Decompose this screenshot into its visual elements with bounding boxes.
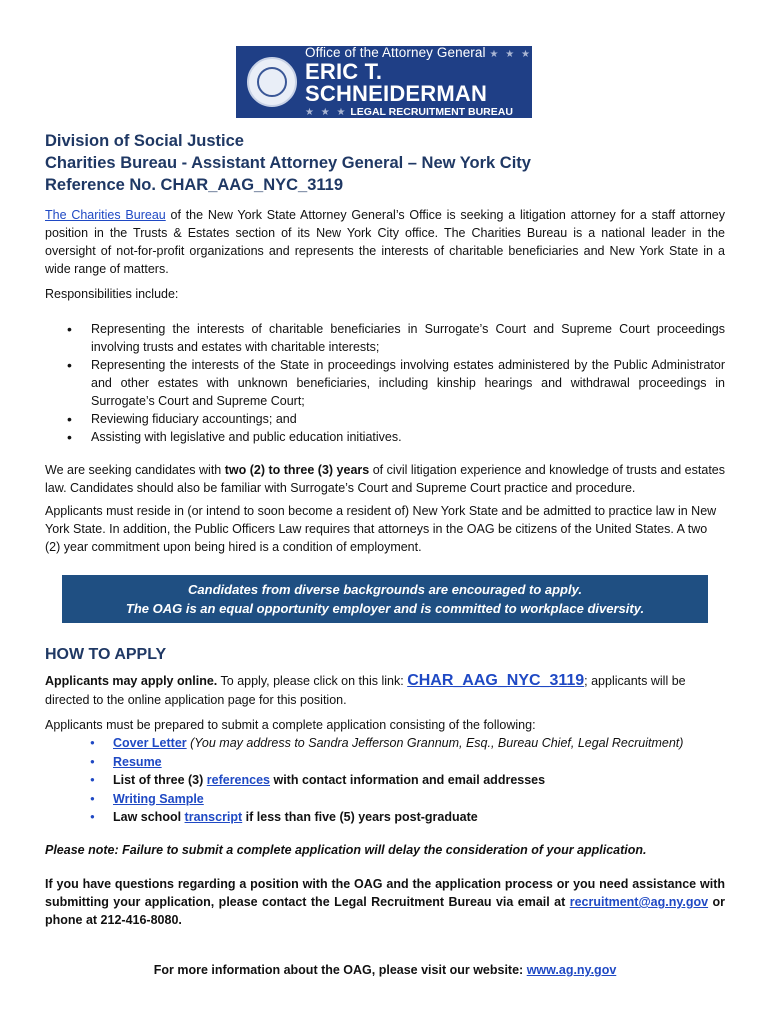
list-item: • Representing the interests of charitable beneficiaries in Surrogate’s Court and Supreme Court proceedings involving trusts and estates with charitable interests; — [45, 320, 725, 356]
how-to-apply-title: HOW TO APPLY — [45, 646, 167, 663]
apply-online-after: ; applicants will be directed to the online application page for this position. — [45, 674, 686, 707]
list-item: • Assisting with legislative and public education initiatives. — [45, 428, 725, 446]
writing-sample-link[interactable]: Writing Sample — [113, 791, 204, 806]
list-item — [90, 734, 683, 753]
job-heading — [45, 130, 531, 196]
callout-line-2: The OAG is an equal opportunity employer and is committed to workplace diversity. — [125, 601, 645, 616]
intro-text: of the New York State Attorney General’s Office is seeking a litigation attorney for a staff attorney position in the Trusts & Estates section of its New York City office. The Charities Bureau is a national leader in the oversight of not-for-profit organizations and represents the interests of charitable beneficiaries and New York State in a wide range of matters. — [45, 208, 726, 276]
apply-online-bold: Applicants may apply online. — [45, 674, 218, 688]
experience-paragraph — [45, 461, 725, 497]
list-item — [90, 771, 683, 790]
list-item — [90, 753, 683, 772]
prepared-paragraph: Applicants must be prepared to submit a complete application consisting of the following: — [45, 718, 536, 732]
responsibilities-label: Responsibilities include: — [45, 287, 179, 301]
transcript-text-2: if less than five (5) years post-graduate — [242, 810, 478, 824]
list-item: • Representing the interests of the State in proceedings involving estates administered by the Public Administrator and other estates with unknown beneficiaries, including kinship hearings and withdrawal proceedings in Surrogate’s Court and Supreme Court; — [45, 356, 725, 410]
apply-online-paragraph — [45, 671, 725, 710]
banner-office: Office of the Attorney General — [305, 45, 486, 60]
experience-years: two (2) to three (3) years — [224, 463, 370, 477]
application-link[interactable]: CHAR_AAG_NYC_3119 — [407, 672, 585, 689]
list-item — [90, 808, 683, 827]
intro-paragraph — [45, 206, 725, 278]
responsibilities-list — [45, 320, 725, 446]
list-item — [90, 790, 683, 809]
callout-line-1: Candidates from diverse backgrounds are encouraged to apply. — [188, 582, 582, 597]
cover-letter-note: (You may address to Sandra Jefferson Grannum, Esq., Bureau Chief, Legal Recruitment) — [186, 736, 684, 750]
footer-line — [45, 961, 725, 979]
footer-text: For more information about the OAG, please visit our website: — [153, 963, 527, 977]
new-york-state-seal-icon — [247, 57, 297, 107]
please-note: Please note: Failure to submit a complete application will delay the consideration of your application. — [45, 843, 647, 857]
transcript-text: Law school — [113, 810, 185, 824]
charities-bureau-link[interactable]: The Charities Bureau — [45, 208, 166, 222]
references-link[interactable]: references — [206, 773, 271, 787]
banner-name: ERIC T. SCHNEIDERMAN — [305, 59, 488, 106]
reference-number: Reference No. CHAR_AAG_NYC_3119 — [45, 176, 344, 194]
position-title: Charities Bureau - Assistant Attorney General – New York City — [45, 154, 531, 172]
residency-paragraph: Applicants must reside in (or intend to soon become a resident of) New York State and be admitted to practice law in New York State. In addition, the Public Officers Law requires that attorneys in the OAG be citizens of the United States. A two (2) year commitment upon being hired is a condition of employment. — [45, 504, 717, 554]
list-item: • Reviewing fiduciary accountings; and — [45, 410, 725, 428]
application-materials-list — [90, 734, 683, 827]
experience-text: We are seeking candidates with — [45, 463, 225, 477]
banner-bureau: LEGAL RECRUITMENT BUREAU — [350, 106, 513, 118]
references-text: List of three (3) — [113, 773, 207, 787]
banner-stars-left: ★ ★ ★ — [305, 107, 348, 118]
website-link[interactable]: www.ag.ny.gov — [526, 963, 617, 977]
references-text-2: with contact information and email addresses — [270, 773, 546, 787]
questions-phone: or phone at 212-416-8080. — [45, 895, 725, 927]
oag-banner — [236, 46, 532, 118]
apply-online-text: To apply, please click on this link: — [217, 674, 408, 688]
questions-paragraph — [45, 875, 725, 929]
division-title: Division of Social Justice — [45, 132, 244, 150]
banner-stars: ★ ★ ★ — [489, 49, 532, 60]
recruitment-email-link[interactable]: recruitment@ag.ny.gov — [569, 895, 709, 909]
cover-letter-link[interactable]: Cover Letter — [113, 736, 187, 750]
questions-text: If you have questions regarding a position with the OAG and the application process or you need assistance with submitting your application, please contact the Legal Recruitment Bureau via email at — [45, 877, 725, 909]
experience-text-2: of civil litigation experience and knowledge of trusts and estates law. Candidates should also be familiar with Surrogate’s Court and Supreme Court practice and procedure. — [45, 463, 725, 495]
transcript-link[interactable]: transcript — [184, 810, 243, 824]
resume-link[interactable]: Resume — [113, 754, 162, 769]
diversity-callout — [62, 575, 708, 623]
